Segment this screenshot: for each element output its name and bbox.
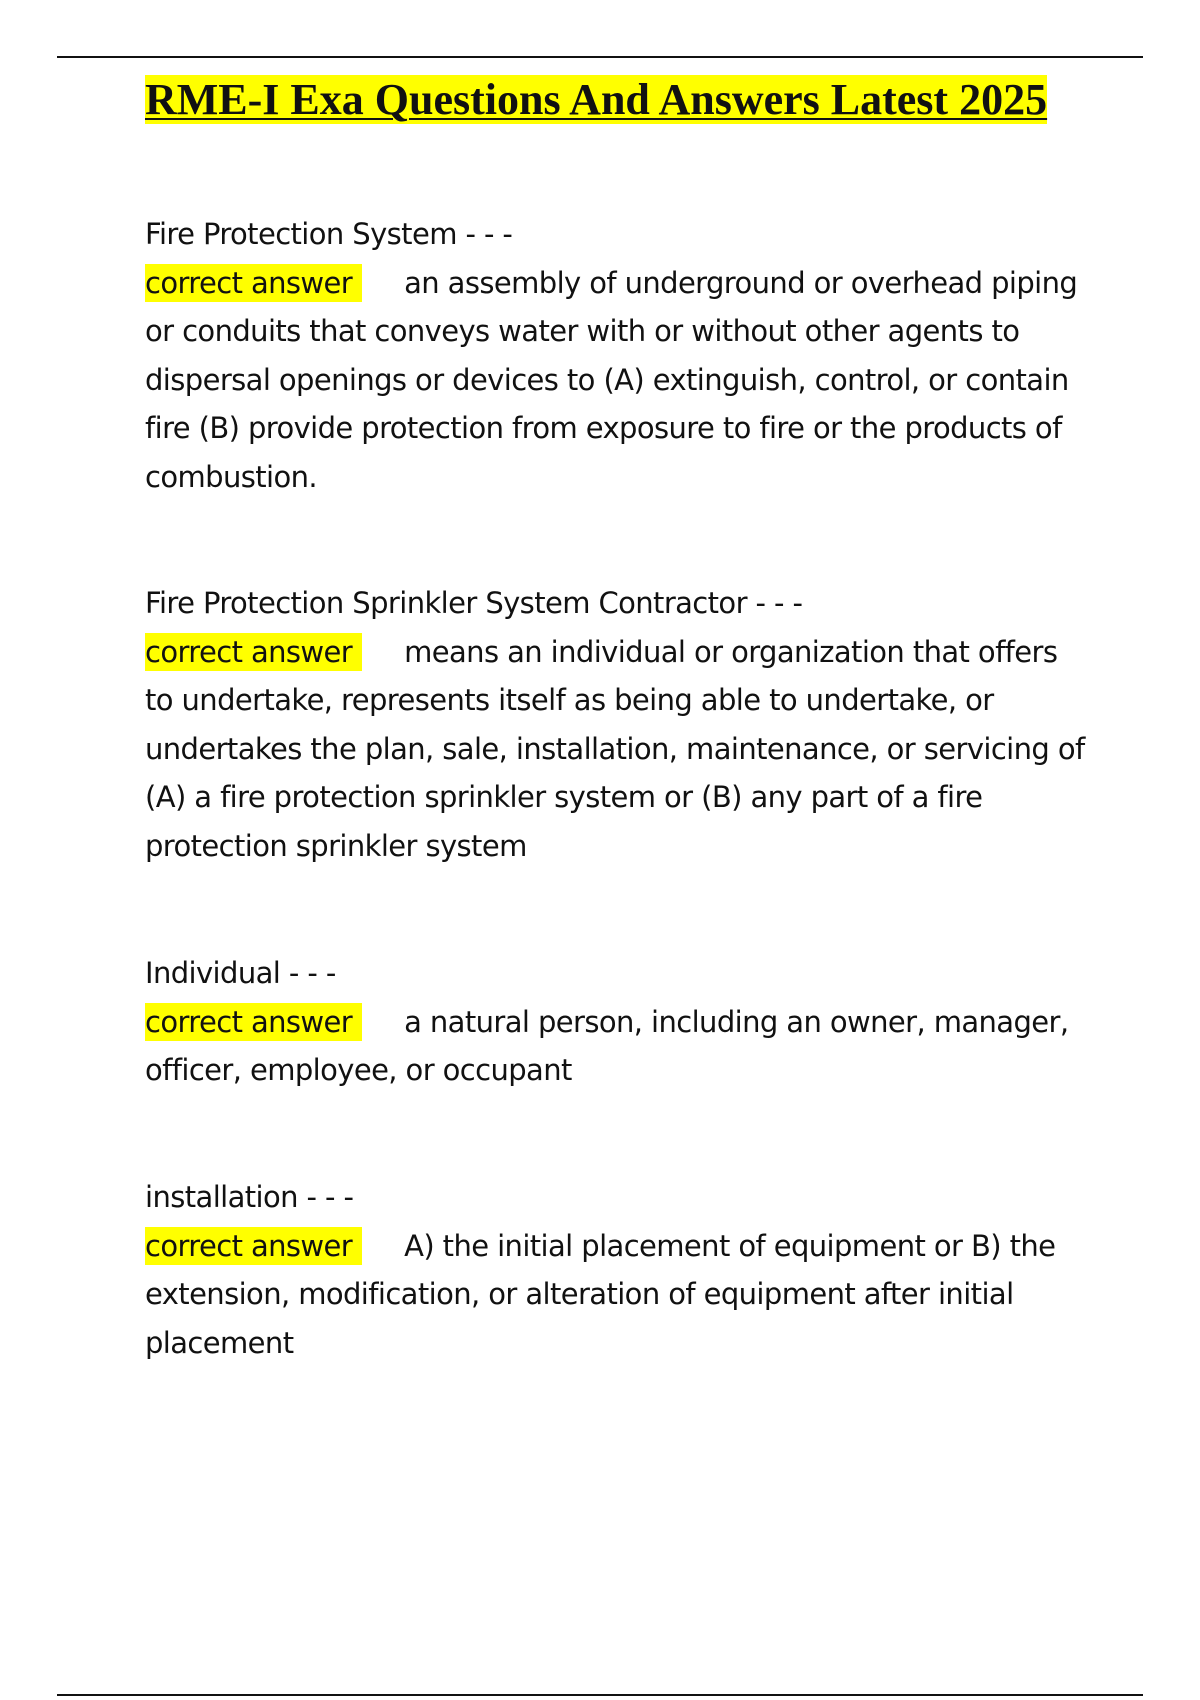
question-text: Individual - - - <box>145 956 336 990</box>
document-title <box>145 72 1075 128</box>
answer-text: an assembly of underground or overhead piping or conduits that conveys water with or without other agents to dispersal openings or devices to (A) extinguish, control, or contain fire (B) provide protection from exposure to fire or the products of combustion. <box>145 265 1078 494</box>
answer-text: means an individual or organization that offers to undertake, represents itself as being able to undertake, or undertakes the plan, sale, installation, maintenance, or servicing of (A) a fire protection sprinkler system or (B) any part of a fire protection sprinkler system <box>145 634 1085 863</box>
qa-entry-fire-protection-system <box>145 210 1085 501</box>
document-title-text: RME-I Exa Questions And Answers Latest 2025 <box>145 75 1048 124</box>
correct-answer-label: correct answer <box>145 264 362 302</box>
top-rule <box>57 56 1143 58</box>
question-text: installation - - - <box>145 1180 354 1214</box>
answer-text: a natural person, including an owner, manager, officer, employee, or occupant <box>145 1004 1069 1087</box>
correct-answer-label: correct answer <box>145 633 362 671</box>
qa-entry-sprinkler-contractor <box>145 579 1085 870</box>
document-page <box>145 72 1095 1360</box>
question-text: Fire Protection System - - - <box>145 217 513 251</box>
qa-entry-individual <box>145 949 1085 1095</box>
answer-paragraph <box>145 259 1085 502</box>
qa-entry-installation <box>145 1173 1085 1367</box>
bottom-rule <box>57 1694 1143 1696</box>
correct-answer-label: correct answer <box>145 1227 362 1265</box>
answer-text: A) the initial placement of equipment or B) the extension, modification, or alteration of equipment after initial placement <box>145 1228 1056 1360</box>
answer-paragraph <box>145 1222 1085 1368</box>
correct-answer-label: correct answer <box>145 1003 362 1041</box>
answer-paragraph <box>145 998 1085 1095</box>
question-text: Fire Protection Sprinkler System Contractor - - - <box>145 586 803 620</box>
answer-paragraph <box>145 628 1085 871</box>
